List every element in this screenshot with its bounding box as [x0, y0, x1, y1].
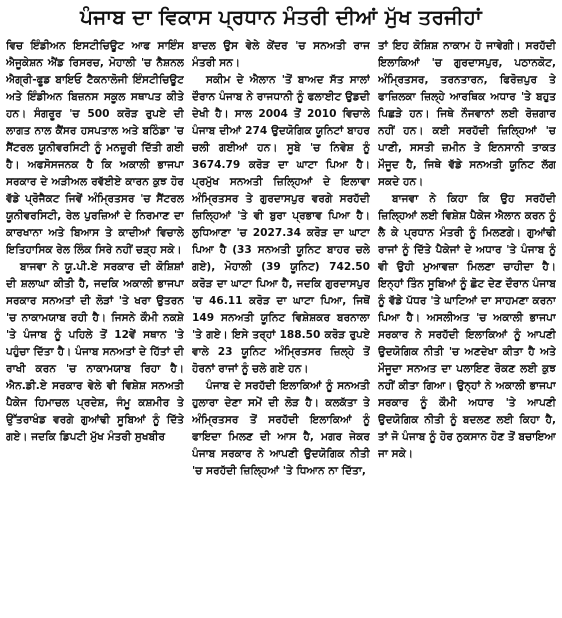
column-1-paragraph-2: ਬਾਜਵਾ ਨੇ ਯੂ.ਪੀ.ਏ ਸਰਕਾਰ ਦੀ ਕੋਸ਼ਿਸ਼ਾਂ ਦੀ ਸ਼ਲਾਘਾ ਕੀਤੀ ਹੈ, ਜਦਕਿ ਅਕਾਲੀ ਭਾਜਪਾ ਸਰਕਾਰ ਸਨਅਤਾਂ ਦੀ ਲੋੜਾਂ 'ਤੇ ਖਰਾ ਉਤਰਨ 'ਚ ਨਾਕਾਮਯਾਬ ਰਹੀ ਹੈ। ਜਿਸਨੇ ਕੌਮੀ ਨਕਸ਼ੇ 'ਤੇ ਪੰਜਾਬ ਨੂੰ ਪਹਿਲੇ ਤੋਂ 12ਵੇਂ ਸਥਾਨ 'ਤੇ ਪਹੁੰਚਾ ਦਿੱਤਾ ਹੈ। ਪੰਜਾਬ ਸਨਅਤਾਂ ਦੇ ਹਿੱਤਾਂ ਦੀ ਰਾਖੀ ਕਰਨ 'ਚ ਨਾਕਾਮਯਾਬ ਰਿਹਾ ਹੈ। ਐਨ.ਡੀ.ਏ ਸਰਕਾਰ ਵੇਲੇ ਵੀ ਵਿਸ਼ੇਸ਼ ਸਨਅਤੀ ਪੈਕੇਜ ਹਿਮਾਚਲ ਪ੍ਰਦੇਸ਼, ਜੰਮੂ ਕਸ਼ਮੀਰ ਤੇ ਉੱਤਰਾਖੰਡ ਵਰਗੇ ਗੁਆਂਢੀ ਸੂਬਿਆਂ ਨੂੰ ਦਿੱਤੇ ਗਏ। ਜਦਕਿ ਡਿਪਟੀ ਮੁੱਖ ਮੰਤਰੀ ਸੁਖਬੀਰ: [6, 261, 184, 443]
headline: ਪੰਜਾਬ ਦਾ ਵਿਕਾਸ ਪ੍ਰਧਾਨ ਮੰਤਰੀ ਦੀਆਂ ਮੁੱਖ ਤਰਜੀਹਾਂ: [80, 5, 482, 29]
column-3: [378, 38, 556, 608]
column-2-paragraph-2: ਸਕੀਮ ਦੇ ਐਲਾਨ 'ਤੋਂ ਬਾਅਦ ਸੱਤ ਸਾਲਾਂ ਦੌਰਾਨ ਪੰਜਾਬ ਨੇ ਰਾਜਧਾਨੀ ਨੂੰ ਫਲਾਈਟ ਉਡਦੀ ਦੇਖੀ ਹੈ। ਸਾਲ 2004 ਤੋਂ 2010 ਵਿਚਾਲੇ ਪੰਜਾਬ ਦੀਆਂ 274 ਉਦਯੋਗਿਕ ਯੂਨਿਟਾਂ ਬਾਹਰ ਚਲੀ ਗਈਆਂ ਹਨ। ਸੂਬੇ 'ਚ ਨਿਵੇਸ਼ ਨੂੰ 3674.79 ਕਰੋੜ ਦਾ ਘਾਟਾ ਪਿਆ ਹੈ। ਪ੍ਰਮੁੱਖ ਸਨਅਤੀ ਜ਼ਿਲ੍ਹਿਆਂ ਦੇ ਇਲਾਵਾ ਅੰਮ੍ਰਿਤਸਰ ਤੇ ਗੁਰਦਾਸਪੁਰ ਵਰਗੇ ਸਰਹੱਦੀ ਜ਼ਿਲ੍ਹਿਆਂ 'ਤੇ ਵੀ ਬੁਰਾ ਪ੍ਰਭਾਵ ਪਿਆ ਹੈ। ਲੁਧਿਆਣਾ 'ਚ 2027.34 ਕਰੋੜ ਦਾ ਘਾਟਾ ਪਿਆ ਹੈ (33 ਸਨਅਤੀ ਯੂਨਿਟ ਬਾਹਰ ਚਲੇ ਗਏ), ਮੋਹਾਲੀ (39 ਯੂਨਿਟ) 742.50 ਕਰੋੜ ਦਾ ਘਾਟਾ ਪਿਆ ਹੈ, ਜਦਕਿ ਗੁਰਦਾਸਪੁਰ 'ਚ 46.11 ਕਰੋੜ ਦਾ ਘਾਟਾ ਪਿਆ, ਜਿਥੋਂ 149 ਸਨਅਤੀ ਯੂਨਿਟ ਵਿਸ਼ੇਸ਼ਕਰ ਬਰਨਾਲਾ 'ਤੇ ਗਏ। ਇਸੇ ਤਰ੍ਹਾਂ 188.50 ਕਰੋੜ ਰੁਪਏ ਵਾਲੇ 23 ਯੂਨਿਟ ਅੰਮ੍ਰਿਤਸਰ ਜ਼ਿਲ੍ਹੇ ਤੋਂ ਹੋਰਨਾਂ ਰਾਜਾਂ ਨੂੰ ਚਲੇ ਗਏ ਹਨ।: [192, 74, 370, 375]
article-body: [6, 38, 556, 608]
column-2-paragraph-3: ਪੰਜਾਬ ਦੇ ਸਰਹੱਦੀ ਇਲਾਕਿਆਂ ਨੂੰ ਸਨਅਤੀ ਹੁਲਾਰਾ ਦੇਣਾ ਸਮੇਂ ਦੀ ਲੋੜ ਹੈ। ਕਲਕੱਤਾ ਤੇ ਅੰਮ੍ਰਿਤਸਰ ਤੋਂ ਸਰਹੱਦੀ ਇਲਾਕਿਆਂ ਨੂੰ ਫਾਇਦਾ ਮਿਲਣ ਦੀ ਆਸ ਹੈ, ਮਗਰ ਜੇਕਰ ਪੰਜਾਬ ਸਰਕਾਰ ਨੇ ਆਪਣੀ ਉਦਯੋਗਿਕ ਨੀਤੀ 'ਚ ਸਰਹੱਦੀ ਜ਼ਿਲ੍ਹਿਆਂ 'ਤੇ ਧਿਆਨ ਨਾ ਦਿੱਤਾ,: [192, 380, 370, 477]
column-1-paragraph-1: ਵਿਚ ਇੰਡੀਅਨ ਇਸਟੀਚਿਊਟ ਆਫ ਸਾਇੰਸ ਐਜੂਕੇਸ਼ਨ ਐਂਡ ਰਿਸਰਚ, ਮੋਹਾਲੀ 'ਚ ਨੈਸ਼ਨਲ ਐਗ੍ਰੀ-ਫੂਡ ਬਾਇਓ ਟੈਕਨਾਲੋਜੀ ਇੰਸਟੀਚਿਊਟ ਅਤੇ ਇੰਡੀਅਨ ਬਿਜ਼ਨਸ ਸਕੂਲ ਸਥਾਪਤ ਕੀਤੇ ਹਨ। ਸੰਗਰੂਰ 'ਚ 500 ਕਰੋੜ ਰੁਪਏ ਦੀ ਲਾਗਤ ਨਾਲ ਕੈਂਸਰ ਹਸਪਤਾਲ ਅਤੇ ਬਠਿੰਡਾ 'ਚ ਸੈਂਟਰਲ ਯੂਨੀਵਰਸਿਟੀ ਨੂੰ ਮਨਜ਼ੂਰੀ ਦਿੱਤੀ ਗਈ ਹੈ। ਅਫਸੋਸਜਨਕ ਹੈ ਕਿ ਅਕਾਲੀ ਭਾਜਪਾ ਸਰਕਾਰ ਦੇ ਅੜੀਅਲ ਰਵੱਈਏ ਕਾਰਨ ਕੁਝ ਹੋਰ ਵੱਡੇ ਪ੍ਰੋਜੈਕਟ ਜਿਵੇਂ ਅੰਮ੍ਰਿਤਸਰ 'ਚ ਸੈਂਟਰਲ ਯੂਨੀਵਰਸਿਟੀ, ਰੇਲ ਪੁਰਜ਼ਿਆਂ ਦੇ ਨਿਰਮਾਣ ਦਾ ਕਾਰਖਾਨਾ ਅਤੇ ਬਿਆਸ ਤੇ ਕਾਦੀਆਂ ਵਿਚਾਲੇ ਇਤਿਹਾਸਿਕ ਰੇਲ ਲਿੰਕ ਸਿਰੇ ਨਹੀਂ ਚੜ੍ਹ ਸਕੇ।: [6, 40, 184, 256]
column-2: [192, 38, 370, 608]
column-2-paragraph-1: ਬਾਦਲ ਉਸ ਵੇਲੇ ਕੇਂਦਰ 'ਚ ਸਨਅਤੀ ਰਾਜ ਮੰਤਰੀ ਸਨ।: [192, 40, 370, 69]
column-3-paragraph-2: ਬਾਜਵਾ ਨੇ ਕਿਹਾ ਕਿ ਉਹ ਸਰਹੱਦੀ ਜ਼ਿਲ੍ਹਿਆਂ ਲਈ ਵਿਸ਼ੇਸ਼ ਪੈਕੇਜ ਐਲਾਨ ਕਰਨ ਨੂੰ ਲੈ ਕੇ ਪ੍ਰਧਾਨ ਮੰਤਰੀ ਨੂੰ ਮਿਲਣਗੇ। ਗੁਆਂਢੀ ਰਾਜਾਂ ਨੂੰ ਦਿੱਤੇ ਪੈਕੇਜਾਂ ਦੇ ਅਧਾਰ 'ਤੇ ਪੰਜਾਬ ਨੂੰ ਵੀ ਉਹੀ ਮੁਆਵਜ਼ਾ ਮਿਲਣਾ ਚਾਹੀਦਾ ਹੈ। ਇਨ੍ਹਾਂ ਤਿੰਨ ਸੂਬਿਆਂ ਨੂੰ ਛੋਟ ਦੇਣ ਦੌਰਾਨ ਪੰਜਾਬ ਨੂੰ ਵੱਡੇ ਪੱਧਰ 'ਤੇ ਘਾਟਿਆਂ ਦਾ ਸਾਹਮਣਾ ਕਰਨਾ ਪਿਆ ਹੈ। ਅਸਲੀਅਤ 'ਚ ਅਕਾਲੀ ਭਾਜਪਾ ਸਰਕਾਰ ਨੇ ਸਰਹੱਦੀ ਇਲਾਕਿਆਂ ਨੂੰ ਆਪਣੀ ਉਦਯੋਗਿਕ ਨੀਤੀ 'ਚ ਅਣਦੇਖਾ ਕੀਤਾ ਹੈ ਅਤੇ ਮੌਜੂਦਾ ਸਨਅਤ ਦਾ ਪਲਾਇਣ ਰੋਕਣ ਲਈ ਕੁਝ ਨਹੀਂ ਕੀਤਾ ਗਿਆ। ਉਨ੍ਹਾਂ ਨੇ ਅਕਾਲੀ ਭਾਜਪਾ ਸਰਕਾਰ ਨੂੰ ਕੌਮੀ ਅਧਾਰ 'ਤੇ ਆਪਣੀ ਉਦਯੋਗਿਕ ਨੀਤੀ ਨੂੰ ਬਦਲਣ ਲਈ ਕਿਹਾ ਹੈ, ਤਾਂ ਜੋ ਪੰਜਾਬ ਨੂੰ ਹੋਰ ਨੁਕਸਾਨ ਹੋਣ ਤੋਂ ਬਚਾਇਆ ਜਾ ਸਕੇ।: [378, 193, 556, 460]
column-3-paragraph-1: ਤਾਂ ਇਹ ਕੋਸ਼ਿਸ਼ ਨਾਕਾਮ ਹੋ ਜਾਵੇਗੀ। ਸਰਹੱਦੀ ਇਲਾਕਿਆਂ 'ਚ ਗੁਰਦਾਸਪੁਰ, ਪਠਾਨਕੋਟ, ਅੰਮ੍ਰਿਤਸਰ, ਤਰਨਤਾਰਨ, ਫਿਰੋਜ਼ਪੁਰ ਤੇ ਫਾਜ਼ਿਲਕਾ ਜ਼ਿਲ੍ਹੇ ਆਰਥਿਕ ਅਧਾਰ 'ਤੇ ਬਹੁਤ ਪਿਛੜੇ ਹਨ। ਜਿਥੇ ਨੌਜਵਾਨਾਂ ਲਈ ਰੋਜ਼ਗਾਰ ਨਹੀਂ ਹਨ। ਕਈ ਸਰਹੱਦੀ ਜ਼ਿਲ੍ਹਿਆਂ 'ਚ ਪਾਣੀ, ਸਸਤੀ ਜ਼ਮੀਨ ਤੇ ਇਨਸਾਨੀ ਤਾਕਤ ਮੌਜੂਦ ਹੈ, ਜਿਥੇ ਵੱਡੇ ਸਨਅਤੀ ਯੂਨਿਟ ਲੱਗ ਸਕਦੇ ਹਨ।: [378, 40, 556, 188]
column-1: [6, 38, 184, 608]
